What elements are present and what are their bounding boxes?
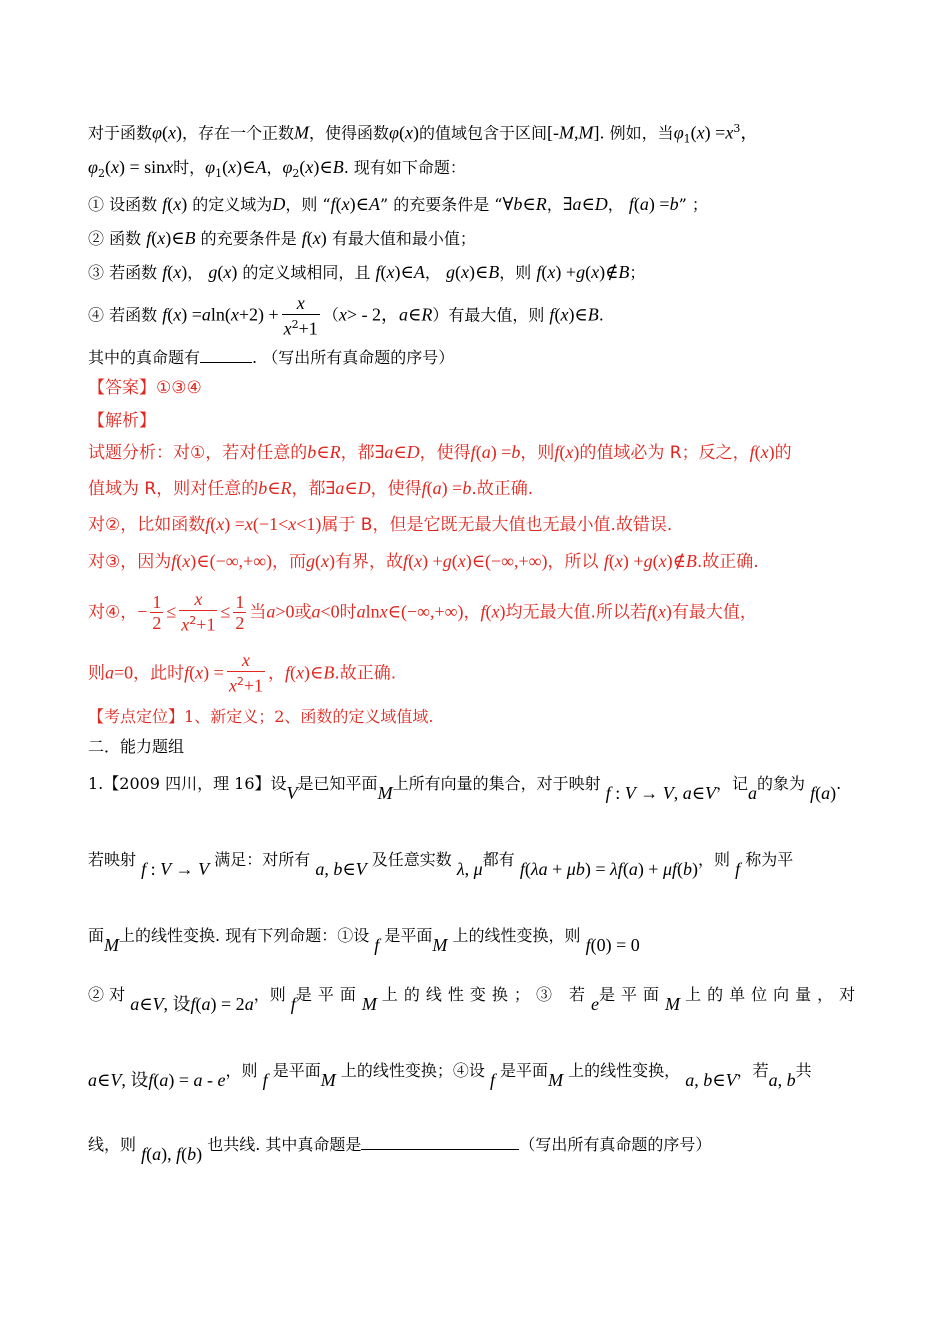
problem1-line-2: 若映射 f : V → V 满足：对所有 a, b∈V 及任意实数 λ, μ都有 f(λa + μb) = λf(a) + μf(b)，则 f 称为平 [88,850,794,879]
fraction: $\frac{x}{x^2+1}$ [181,589,216,635]
analysis-line-3: 对②，比如函数f(x) =x(−1<x<1)属于 B，但是它既无最大值也无最小值.故错误. [88,514,673,535]
fraction: $\frac{x}{x^2+1}$ [228,650,263,696]
problem-line-1: 对于函数φ(x)，存在一个正数M，使得函数φ(x)的值域包含于区间[-M,M]. 例如，当$\varphi_1(x) =x^3$， [88,122,759,146]
source-tag: 【2009 四川，理 16】 [103,774,271,793]
problem1-line-6: 线，则 f(a), f(b) 也共线. 其中真命题是 （写出所有真命题的序号） [88,1135,712,1164]
statement-1: ① 设函数 f(x) 的定义域为D，则 “f(x)∈A” 的充要条件是 “∀b∈R，∃a∈D， f(a) =b” ； [88,194,708,214]
problem1-line-1: 1.【2009 四川，理 16】设V是已知平面M上所有向量的集合，对于映射 f : V → V, a∈V，记a的象为 f(a). [88,774,842,803]
problem1-line-3: 面M上的线性变换. 现有下列命题：①设 f 是平面M 上的线性变换，则 f(0) = 0 [88,926,640,955]
problem1-line-4: ② 对 a∈V, 设f(a) = 2a，则 f是平面M 上的线性变换；③ 若e是平面M 上的单位向量，对 [88,985,862,1014]
answer-blank [200,348,252,363]
statement-4: ④ 若函数 f(x) =aln(x+2) + $\frac{x}{x^2+1}$ （x> - 2，a∈R）有最大值，则 f(x)∈B. [88,293,604,339]
analysis-line-6: 则a=0，此时f(x) = $\frac{x}{x^2+1}$ ，f(x)∈B.故正确. [88,650,397,696]
problem-line-2: $\varphi_2(x) = \sin x$时，$\varphi_1(x)\in A$，$\varphi_2(x)\in B$. 现有如下命题： [88,157,466,181]
fraction: $\frac{x}{x^2+1}$ [283,293,318,339]
analysis-line-2: 值域为 R，则对任意的b∈R，都∃a∈D，使得f(a) =b.故正确. [88,478,534,499]
statement-2: ② 函数 f(x)∈B 的充要条件是 f(x) 有最大值和最小值； [88,228,476,248]
kaodian-text: 1、新定义；2、函数的定义域值域. [184,707,434,726]
analysis-line-1: 试题分析：对①，若对任意的b∈R，都∃a∈D，使得f(a) =b，则f(x)的值域必为 R；反之，f(x)的 [88,442,792,463]
analysis-line-5: 对④，− $\frac{1}{2}$ ≤ $\frac{x}{x^2+1}$ ≤ $\frac{1}{2}$ 当a>0或a<0时alnx∈(−∞,+∞)，f(x)均无最大值.所以若f(x)有最大值， [88,589,757,635]
fraction: $\frac{1}{2}$ [235,591,245,633]
question-ask: 其中的真命题有 . （写出所有真命题的序号） [88,348,455,367]
kaodian-label: 【考点定位】 [88,707,185,726]
fraction: $\frac{1}{2}$ [152,591,162,633]
section-title: 二．能力题组 [88,737,185,756]
answer-label: 【答案】①③④ [88,378,202,398]
answer-blank [361,1133,519,1150]
problem1-line-5: a∈V, 设f(a) = a - e，则 f 是平面M 上的线性变换；④设 f 是平面M 上的线性变换， a, b∈V，若a, b共 [88,1061,812,1090]
kaodian [88,706,433,728]
analysis-line-4: 对③，因为f(x)∈(−∞,+∞)，而g(x)有界，故f(x) +g(x)∈(−∞,+∞)，所以 f(x) +g(x)∉B.故正确. [88,551,759,572]
analysis-label: 【解析】 [88,411,156,431]
statement-3: ③ 若函数 f(x)， g(x) 的定义域相同，且 f(x)∈A， g(x)∈B，则 f(x) +g(x)∉B； [88,262,646,282]
